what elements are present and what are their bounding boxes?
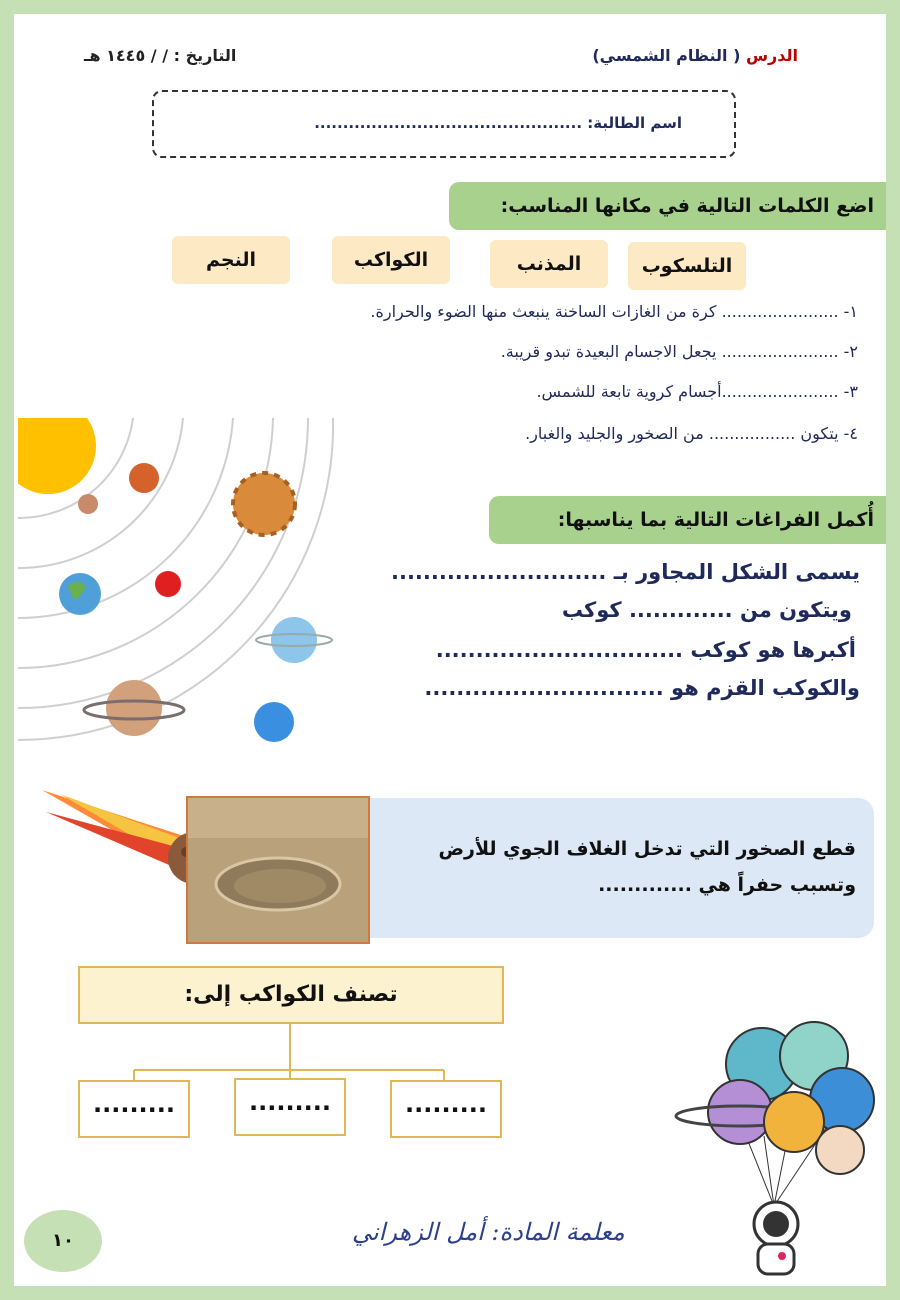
- word-box-star: النجم: [172, 236, 290, 284]
- classification-blank-3[interactable]: .........: [390, 1080, 502, 1138]
- astronaut-balloons-illustration: [664, 1016, 876, 1284]
- fill-line-1: يسمى الشكل المجاور بـ ...........................: [390, 560, 860, 584]
- section1-banner: [449, 182, 886, 230]
- classification-title-box: تصنف الكواكب إلى:: [78, 966, 504, 1024]
- crater-photo: [186, 796, 370, 944]
- question-1: ١- ....................... كرة من الغازات الساخنة ينبعث منها الضوء والحرارة.: [370, 302, 858, 321]
- saturn-icon: [106, 680, 162, 736]
- meteor-question-line-1: قطع الصخور التي تدخل الغلاف الجوي للأرض: [438, 838, 856, 860]
- word-box-planets: الكواكب: [332, 236, 450, 284]
- lesson-title: ( النظام الشمسي): [592, 46, 741, 65]
- sun-icon: [18, 418, 96, 494]
- solar-system-illustration: [18, 418, 354, 750]
- word-box-comet: المذنب: [490, 240, 608, 288]
- small-planet-icon: [78, 494, 98, 514]
- fill-line-3: أكبرها هو كوكب ...............................: [435, 638, 856, 662]
- date-value: / / ١٤٤٥ هـ: [84, 46, 169, 65]
- student-name-box[interactable]: [152, 90, 736, 158]
- question-2: ٢- ....................... يجعل الاجسام البعيدة تبدو قريبة.: [500, 342, 858, 361]
- lesson-label: الدرس: [745, 46, 798, 65]
- page-number: ١٠: [24, 1210, 102, 1272]
- question-4: ٤- يتكون ................. من الصخور والجليد والغبار.: [525, 424, 858, 443]
- date-label: التاريخ :: [173, 46, 237, 65]
- section1-title: اضع الكلمات التالية في مكانها المناسب:: [500, 195, 874, 217]
- word-box-telescope: التلسكوب: [628, 242, 746, 290]
- neptune-icon: [254, 702, 294, 742]
- meteor-question-line-2: وتسبب حفراً هي .............: [598, 874, 856, 896]
- date-header: [84, 46, 236, 65]
- student-name-label: اسم الطالبة: ...............................................: [314, 114, 682, 132]
- question-3: ٣- .......................أجسام كروية تابعة للشمس.: [536, 382, 858, 401]
- mercury-icon: [129, 463, 159, 493]
- meteor-question-box: [370, 798, 874, 938]
- uranus-icon: [271, 617, 317, 663]
- fill-line-2: ويتكون من ............. كوكب: [561, 598, 852, 622]
- classification-blank-1[interactable]: .........: [78, 1080, 190, 1138]
- lesson-header: [592, 46, 798, 65]
- worksheet-page: [14, 14, 886, 1286]
- section2-title: أُكمل الفراغات التالية بما يناسبها:: [557, 509, 874, 531]
- teacher-signature: معلمة المادة: أمل الزهراني: [352, 1218, 625, 1246]
- section2-banner: [489, 496, 886, 544]
- mars-icon: [155, 571, 181, 597]
- classification-blank-2[interactable]: .........: [234, 1078, 346, 1136]
- fill-line-4: والكوكب القزم هو ..............................: [424, 676, 860, 700]
